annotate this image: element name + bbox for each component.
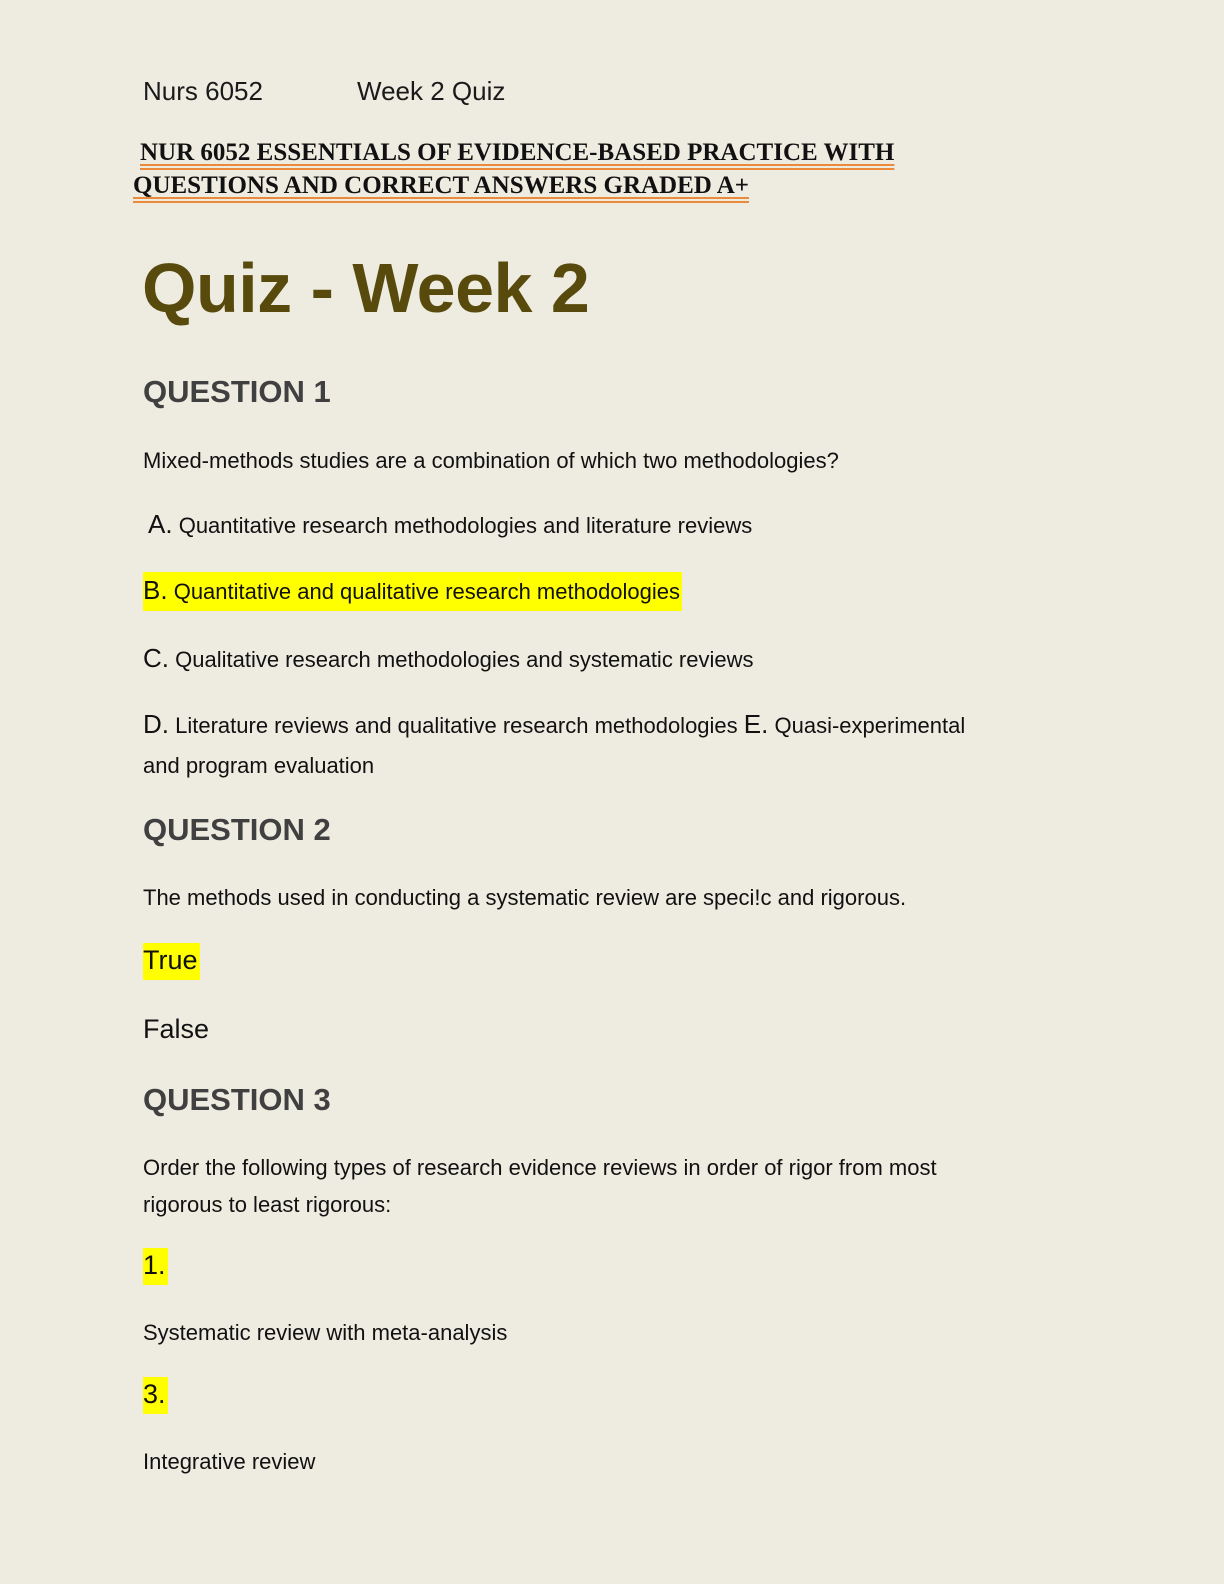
option-text: Literature reviews and qualitative research methodologies xyxy=(175,713,738,738)
option-text: Quantitative research methodologies and literature reviews xyxy=(178,513,753,538)
banner-line-2 xyxy=(133,169,749,202)
option-text: Qualitative research methodologies and systematic reviews xyxy=(175,647,754,672)
question-3-prompt-line-2: rigorous to least rigorous: xyxy=(143,1192,392,1217)
question-1-prompt: Mixed-methods studies are a combination of which two methodologies? xyxy=(143,448,839,473)
question-1-option-a xyxy=(148,509,752,540)
question-2-option-false: False xyxy=(143,1014,210,1044)
question-1-heading: QUESTION 1 xyxy=(143,374,331,409)
quiz-label: Week 2 Quiz xyxy=(357,76,506,106)
banner-text-2: QUESTIONS AND CORRECT ANSWERS GRADED A+ xyxy=(133,172,750,199)
question-1-option-d xyxy=(143,709,965,740)
question-1-option-e-continued: and program evaluation xyxy=(143,753,375,778)
question-3-rank-1: 1. xyxy=(143,1248,168,1285)
question-3-item-1: Systematic review with meta-analysis xyxy=(143,1320,508,1345)
banner-line-1 xyxy=(134,136,894,169)
option-text: Quasi-experimental xyxy=(774,713,966,738)
question-3-prompt-line-1: Order the following types of research evidence reviews in order of rigor from most xyxy=(143,1155,937,1180)
question-2-option-true: True xyxy=(143,943,200,980)
question-2-heading: QUESTION 2 xyxy=(143,812,331,847)
option-letter: D. xyxy=(143,709,169,739)
question-2-prompt: The methods used in conducting a systematic review are speci!c and rigorous. xyxy=(143,885,907,910)
option-letter: C. xyxy=(143,643,169,673)
option-letter: B. xyxy=(143,575,168,605)
question-3-rank-3: 3. xyxy=(143,1377,168,1414)
page-title: Quiz - Week 2 xyxy=(142,249,590,327)
option-letter: E. xyxy=(743,709,769,739)
banner-text-1: NUR 6052 ESSENTIALS OF EVIDENCE-BASED PRACTICE WITH xyxy=(140,139,895,166)
question-1-option-c xyxy=(143,643,754,674)
question-1-option-b xyxy=(143,572,682,611)
option-letter: A. xyxy=(148,509,173,539)
option-text: Quantitative and qualitative research methodologies xyxy=(173,579,681,604)
course-code: Nurs 6052 xyxy=(143,76,263,106)
question-3-item-2: Integrative review xyxy=(143,1449,316,1474)
question-3-heading: QUESTION 3 xyxy=(143,1082,331,1117)
